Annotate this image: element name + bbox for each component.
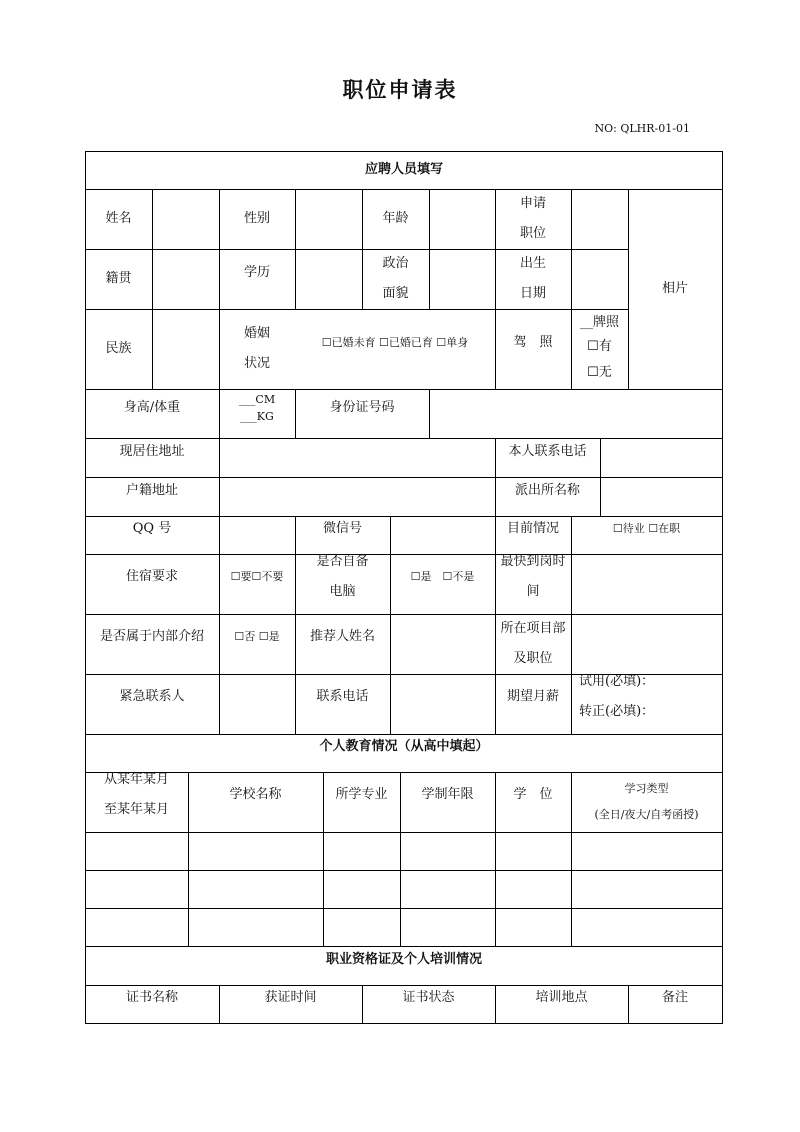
driving-license-options[interactable] (571, 309, 628, 389)
label-accommodation: 住宿要求 (125, 569, 178, 584)
police-station-field[interactable] (600, 477, 722, 516)
license-no-option[interactable]: ☐无 (587, 365, 612, 380)
label-education: 学历 (243, 265, 270, 280)
section-title-education: 个人教育情况（从高中填起） (319, 739, 489, 754)
cm-unit: ___CM (238, 393, 276, 406)
applied-position-field[interactable] (571, 189, 628, 249)
label-project-position: 所在项目部 及职位 (500, 621, 566, 666)
current-address-field[interactable] (219, 438, 495, 477)
label-qq: QQ 号 (132, 521, 172, 536)
label-driving-license: 驾 照 (513, 335, 553, 350)
political-status-field[interactable] (429, 249, 495, 309)
start-time-field[interactable] (571, 554, 722, 614)
height-weight-field[interactable] (219, 389, 295, 427)
marital-status-options[interactable]: ☐已婚未育 ☐已婚已育 ☐单身 (321, 336, 469, 349)
label-own-computer: 是否自备 电脑 (316, 554, 369, 599)
label-age: 年龄 (382, 211, 409, 226)
label-ethnicity: 民族 (105, 341, 132, 356)
project-position-field[interactable] (571, 614, 722, 674)
label-obtain-time: 获证时间 (264, 990, 317, 1005)
native-place-field[interactable] (152, 249, 219, 309)
document-number: NO: QLHR-01-01 (594, 122, 690, 135)
label-remarks: 备注 (661, 990, 688, 1005)
referrer-name-field[interactable] (390, 614, 495, 674)
education-field[interactable] (295, 249, 362, 309)
label-training-place: 培训地点 (535, 990, 588, 1005)
contact-phone-field[interactable] (390, 674, 495, 734)
personal-phone-field[interactable] (600, 438, 722, 477)
label-wechat: 微信号 (322, 521, 362, 536)
license-type: __牌照 (579, 315, 619, 330)
wechat-field[interactable] (390, 516, 495, 554)
id-number-field[interactable] (429, 389, 722, 438)
label-study-period: 从某年某月 至某年某月 (103, 772, 169, 817)
current-status-options[interactable]: ☐待业 ☐在职 (612, 522, 681, 535)
expected-salary-fields[interactable] (575, 674, 722, 720)
label-gender: 性别 (243, 211, 270, 226)
label-school-name: 学校名称 (229, 787, 282, 802)
label-expected-salary: 期望月薪 (506, 689, 559, 704)
label-height-weight: 身高/体重 (123, 400, 181, 415)
qq-field[interactable] (219, 516, 295, 554)
own-computer-options[interactable]: ☐是 ☐不是 (410, 570, 475, 583)
label-name: 姓名 (105, 211, 132, 226)
label-photo: 相片 (661, 281, 688, 296)
license-yes-option[interactable]: ☐有 (587, 339, 612, 354)
gender-field[interactable] (295, 189, 362, 249)
section-title-applicant: 应聘人员填写 (364, 162, 443, 177)
photo-box[interactable] (628, 189, 722, 389)
label-study-duration: 学制年限 (421, 787, 474, 802)
form-title: 职位申请表 (342, 77, 458, 102)
label-referrer-name: 推荐人姓名 (309, 629, 375, 644)
label-study-type: 学习类型 (全日/夜大/自考函授) (594, 782, 699, 821)
label-personal-phone: 本人联系电话 (508, 444, 587, 459)
probation-salary-label: 试用(必填)： (579, 674, 655, 689)
label-degree: 学 位 (513, 787, 553, 802)
emergency-contact-field[interactable] (219, 674, 295, 734)
label-birth-date: 出生 日期 (519, 256, 546, 301)
label-emergency-contact: 紧急联系人 (119, 689, 185, 704)
section-title-qualifications: 职业资格证及个人培训情况 (325, 951, 482, 967)
label-marital-status: 婚姻 状况 (243, 326, 270, 371)
kg-unit: ___KG (240, 410, 274, 423)
label-certificate-status: 证书状态 (402, 990, 455, 1005)
label-start-time: 最快到岗时间 (500, 554, 566, 599)
label-political-status: 政治 面貌 (382, 256, 409, 301)
birth-date-field[interactable] (571, 249, 628, 309)
label-contact-phone: 联系电话 (316, 689, 369, 704)
label-internal-referral: 是否属于内部介绍 (99, 629, 204, 644)
internal-referral-options[interactable]: ☐否 ☐是 (234, 630, 280, 643)
ethnicity-field[interactable] (152, 309, 219, 389)
label-major: 所学专业 (335, 787, 388, 802)
label-police-station: 派出所名称 (514, 483, 580, 498)
label-id-number: 身份证号码 (329, 400, 395, 415)
label-current-address: 现居住地址 (119, 444, 185, 459)
regular-salary-label: 转正(必填)： (579, 704, 655, 719)
accommodation-options[interactable]: ☐要☐不要 (230, 570, 284, 583)
household-address-field[interactable] (219, 477, 495, 516)
name-field[interactable] (152, 189, 219, 249)
label-certificate-name: 证书名称 (125, 990, 178, 1005)
label-current-status: 目前情况 (506, 521, 559, 536)
age-field[interactable] (429, 189, 495, 249)
label-household-address: 户籍地址 (125, 483, 178, 498)
label-native-place: 籍贯 (105, 271, 132, 286)
label-applied-position: 申请 职位 (519, 196, 546, 241)
